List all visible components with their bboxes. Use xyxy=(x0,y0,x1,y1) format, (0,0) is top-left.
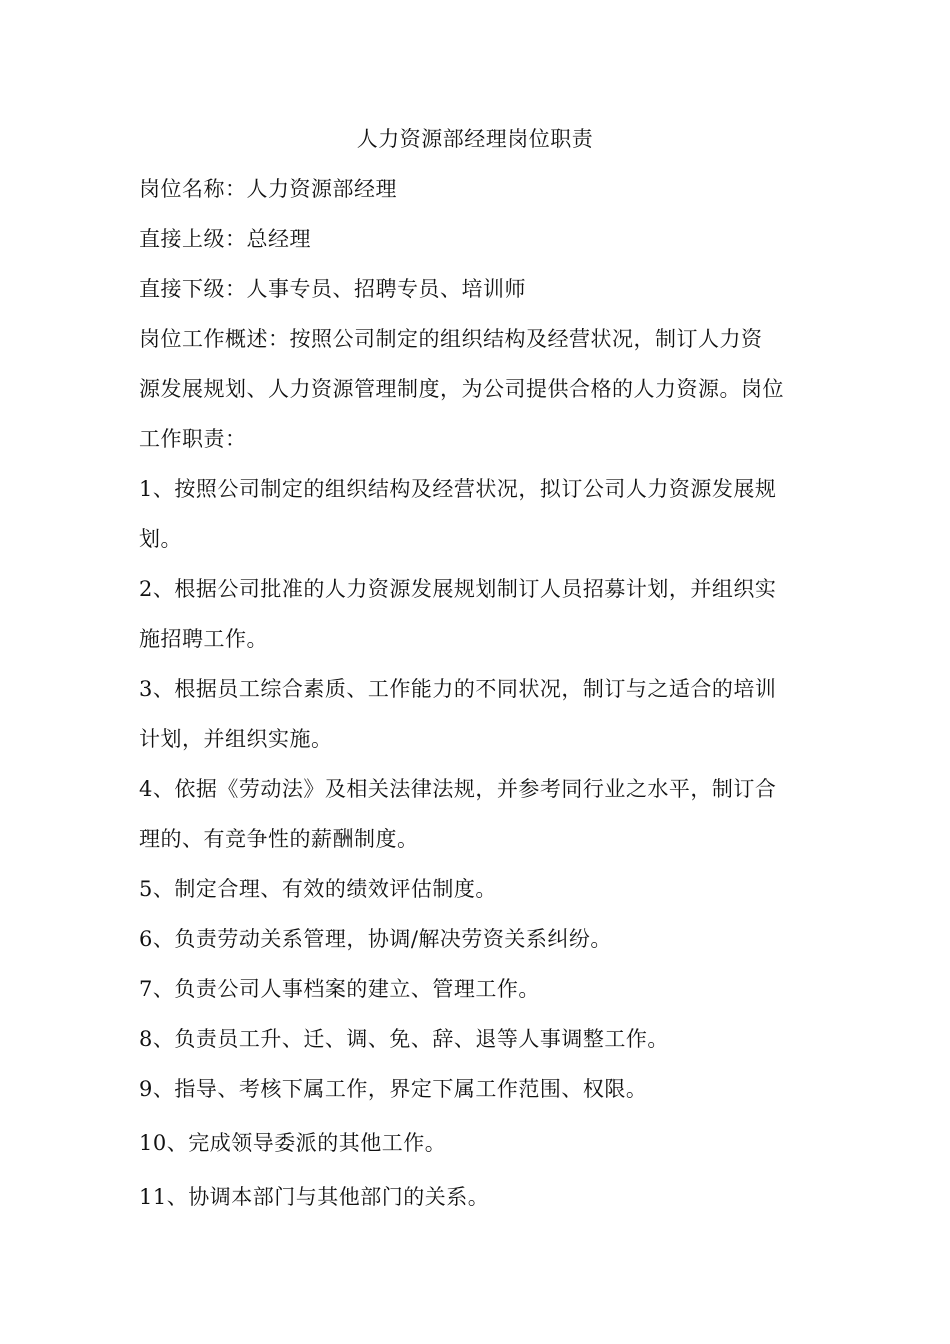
position-name: 岗位名称：人力资源部经理 xyxy=(139,177,397,201)
duty-4-line-2: 理的、有竞争性的薪酬制度。 xyxy=(139,827,419,851)
duty-8: 8、负责员工升、迁、调、免、辞、退等人事调整工作。 xyxy=(139,1027,669,1051)
duty-11: 11、协调本部门与其他部门的关系。 xyxy=(139,1185,490,1209)
duty-6: 6、负责劳动关系管理，协调/解决劳资关系纠纷。 xyxy=(139,927,612,951)
duty-1-line-1: 1、按照公司制定的组织结构及经营状况，拟订公司人力资源发展规 xyxy=(139,477,777,501)
overview-line-3: 工作职责： xyxy=(139,427,247,451)
document-title: 人力资源部经理岗位职责 xyxy=(356,127,594,151)
duty-3-line-1: 3、根据员工综合素质、工作能力的不同状况，制订与之适合的培训 xyxy=(139,677,777,701)
duty-3-line-2: 计划，并组织实施。 xyxy=(139,727,333,751)
duty-1-line-2: 划。 xyxy=(139,527,182,551)
duty-2-line-1: 2、根据公司批准的人力资源发展规划制订人员招募计划，并组织实 xyxy=(139,577,777,601)
duty-7: 7、负责公司人事档案的建立、管理工作。 xyxy=(139,977,540,1001)
duty-2-line-2: 施招聘工作。 xyxy=(139,627,268,651)
duty-4-line-1: 4、依据《劳动法》及相关法律法规，并参考同行业之水平，制订合 xyxy=(139,777,777,801)
duty-5: 5、制定合理、有效的绩效评估制度。 xyxy=(139,877,497,901)
overview-line-2: 源发展规划、人力资源管理制度，为公司提供合格的人力资源。岗位 xyxy=(139,377,784,401)
duty-9: 9、指导、考核下属工作，界定下属工作范围、权限。 xyxy=(139,1077,648,1101)
overview-line-1: 岗位工作概述：按照公司制定的组织结构及经营状况，制订人力资 xyxy=(139,327,763,351)
direct-superior: 直接上级：总经理 xyxy=(139,227,311,251)
direct-subordinates: 直接下级：人事专员、招聘专员、培训师 xyxy=(139,277,526,301)
duty-10: 10、完成领导委派的其他工作。 xyxy=(139,1131,447,1155)
